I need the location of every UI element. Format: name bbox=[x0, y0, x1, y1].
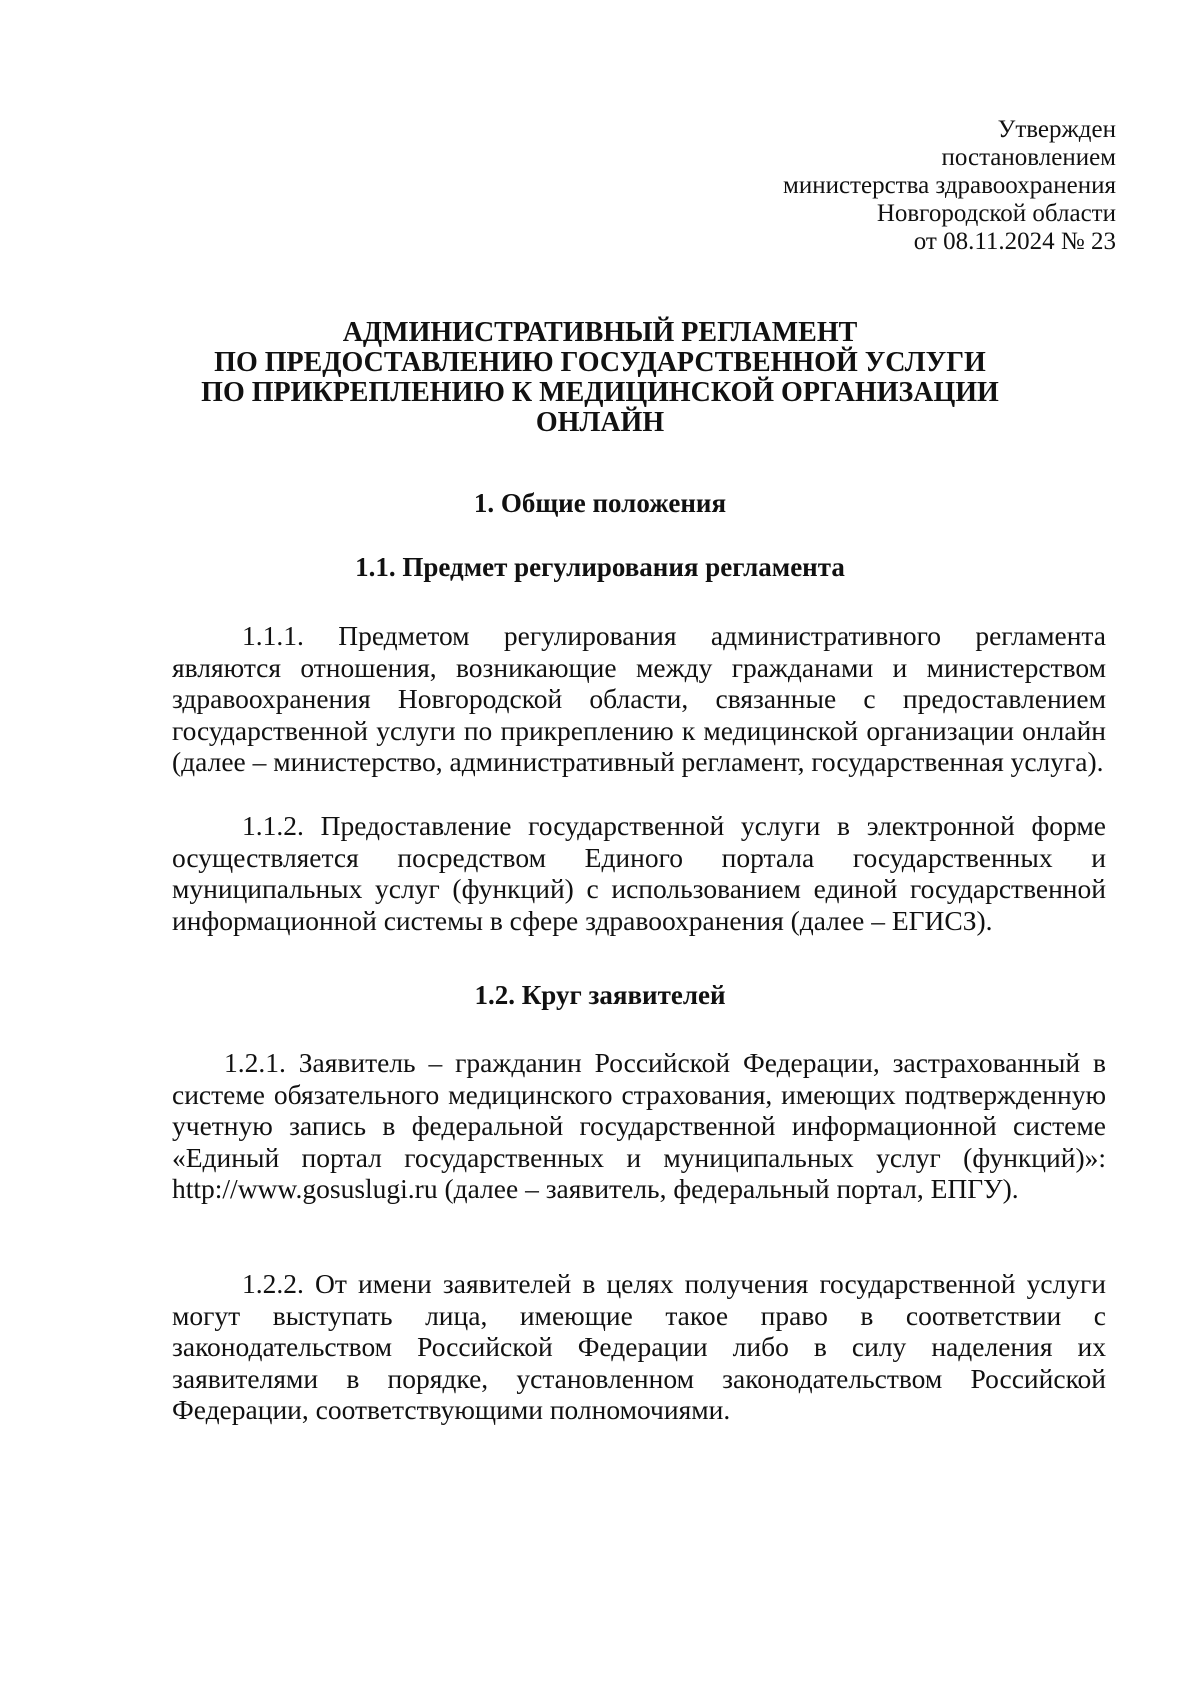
title-line: АДМИНИСТРАТИВНЫЙ РЕГЛАМЕНТ bbox=[342, 317, 858, 348]
subsection-heading: 1.1. Предмет регулирования регламента bbox=[355, 552, 845, 582]
approval-stamp bbox=[783, 116, 1116, 256]
approval-line: постановлением bbox=[941, 144, 1116, 171]
paragraph-1-1-2: 1.1.2. Предоставление государственной услуги в электронной форме осуществляется посредством Единого портала государственных и муниципальных услуг (функций) с использованием единой государственной информационной системы в сфере здравоохранения (далее – ЕГИСЗ). bbox=[172, 810, 1106, 936]
paragraph-1-2-1: 1.2.1. Заявитель – гражданин Российской Федерации, застрахованный в системе обязательного медицинского страхования, имеющих подтвержденную учетную запись в федеральной государственной информационной системе «Единый портал государственных и муниципальных услуг (функций)»: http://www.gosuslugi.ru (далее – заявитель, федеральный портал, ЕПГУ). bbox=[172, 1047, 1106, 1204]
title-line: ПО ПРЕДОСТАВЛЕНИЮ ГОСУДАРСТВЕННОЙ УСЛУГИ bbox=[214, 347, 986, 378]
document-title bbox=[150, 318, 1050, 438]
approval-date: от 08.11.2024 № 23 bbox=[913, 228, 1116, 255]
approval-line: министерства здравоохранения bbox=[783, 172, 1116, 199]
approval-line: Утвержден bbox=[997, 116, 1116, 143]
paragraph-1-1-1: 1.1.1. Предметом регулирования административного регламента являются отношения, возникающие между гражданами и министерством здравоохранения Новгородской области, связанные с предоставлением государственной услуги по прикреплению к медицинской организации онлайн (далее – министерство, административный регламент, государственная услуга). bbox=[172, 620, 1106, 777]
approval-line: Новгородской области bbox=[876, 200, 1116, 227]
title-line: ПО ПРИКРЕПЛЕНИЮ К МЕДИЦИНСКОЙ ОРГАНИЗАЦИИ bbox=[201, 377, 999, 408]
section-heading: 1. Общие положения bbox=[473, 488, 727, 518]
paragraph-1-2-2: 1.2.2. От имени заявителей в целях получения государственной услуги могут выступать лица, имеющие такое право в соответствии с законодательством Российской Федерации либо в силу наделения их заявителями в порядке, установленном законодательством Российской Федерации, соответствующими полномочиями. bbox=[172, 1268, 1106, 1425]
title-line: ОНЛАЙН bbox=[535, 407, 665, 438]
subsection-heading: 1.2. Круг заявителей bbox=[474, 980, 726, 1010]
